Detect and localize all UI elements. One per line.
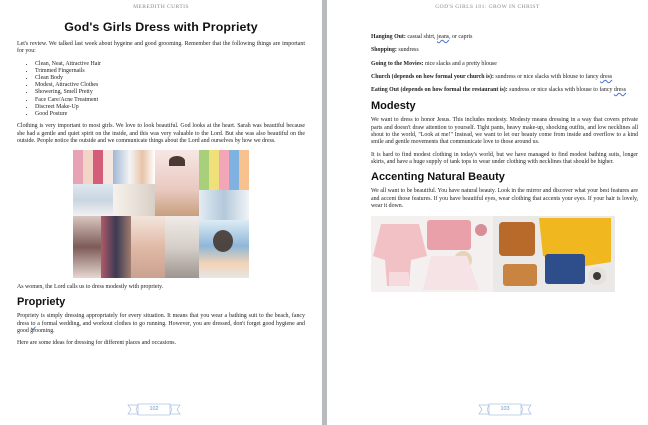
propriety-text: Propriety is simply dressing appropriately for every situation. It means that you wear a bathing suit to the beach, fancy dress — [17, 313, 305, 327]
fashion-collage-image — [73, 150, 249, 278]
list-item: • Face Care/Acne Treatment — [35, 97, 305, 104]
idea-text: sundress or nice slacks with blouse to fancy — [493, 73, 601, 80]
beauty-heading: Accenting Natural Beauty — [371, 171, 505, 184]
list-item: • Showering, Smell Pretty — [35, 89, 305, 96]
yellow-outfit-image — [493, 216, 615, 292]
idea-label: Shopping: — [371, 47, 397, 54]
page-right — [327, 0, 648, 425]
page-number: 103 — [500, 405, 510, 412]
propriety-heading: Propriety — [17, 296, 66, 309]
modesty-paragraph-2: It is hard to find modest clothing in today's world, but we have managed to find modest bathing suits, longer skirts, and have a huge supply of tank tops to wear under clothing with necklines that should be higher. — [371, 151, 638, 165]
idea-movies — [371, 61, 638, 68]
idea-text: sundress — [396, 47, 419, 54]
spellcheck-word[interactable]: dress — [600, 73, 613, 80]
idea-label: Church (depends on how formal your church is): — [371, 73, 494, 80]
intro-paragraph: Let's review. We talked last week about hygeine and good grooming. Remember that the following things are important for you: — [17, 41, 305, 55]
idea-label: Hanging Out: — [371, 34, 406, 40]
spellcheck-word[interactable]: to — [30, 320, 36, 327]
running-head: MEREDITH CURTIS — [133, 4, 189, 10]
list-item: • Clean Body — [35, 75, 305, 82]
photo-row — [371, 216, 615, 292]
pink-outfit-image — [371, 216, 493, 292]
spellcheck-word[interactable]: jeans — [436, 34, 450, 40]
idea-text: , or capris — [449, 34, 473, 40]
idea-hanging-out — [371, 34, 638, 41]
list-item: • Good Posture — [35, 111, 305, 118]
idea-text: nice slacks and a pretty blouse — [423, 60, 497, 67]
page-number-badge — [126, 403, 182, 416]
idea-text: casual shirt, — [405, 34, 437, 40]
page-left — [0, 0, 322, 425]
idea-church — [371, 74, 638, 81]
page-number: 102 — [149, 405, 159, 412]
idea-text: sundress or nice slacks with blouse to fancy — [507, 87, 614, 94]
idea-label: Going to the Movies: — [371, 60, 424, 67]
modesty-paragraph-1: We want to dress to honor Jesus. This includes modesty. Modesty means dressing in a way that covers private parts and doesn't draw attention to yourself. Tight pants, heavy make-up, shocking outfits, and low necklines all shout to the world, "Look at me!" Instead, we want to let our beauty come from inside and overflow to a kind smile and gentle movements that communicate love to those around us. — [371, 117, 638, 146]
list-item: • Discreet Make-Up — [35, 104, 305, 111]
modesty-heading: Modesty — [371, 100, 416, 113]
idea-eating-out — [371, 87, 638, 94]
idea-shopping — [371, 47, 638, 54]
list-item: • Modest, Attractive Clothes — [35, 82, 305, 89]
after-image-paragraph: As women, the Lord calls us to dress modestly with propriety. — [17, 284, 164, 291]
page-content — [371, 34, 638, 292]
propriety-text: a formal wedding, and workout clothes to go running. However, you are dressed, don't forget good hygiene and good grooming. — [17, 320, 305, 334]
ideas-intro-paragraph: Here are some ideas for dressing for different places and occasions. — [17, 340, 177, 347]
running-head: GOD'S GIRLS 101: GROW IN CHRIST — [435, 4, 540, 10]
spellcheck-word[interactable]: dress — [613, 87, 626, 94]
beauty-paragraph: We all want to be beautiful. You have natural beauty. Look in the mirror and discover what your best features are and accent those features. If you have beautiful eyes, wear clothing that accents your eyes. If your hair is lovely, wear it down. — [371, 188, 638, 209]
idea-label: Eating Out (depends on how formal the restaurant is): — [371, 87, 508, 94]
dressing-ideas — [371, 34, 638, 94]
page-content — [17, 20, 305, 353]
grooming-list — [17, 61, 305, 119]
page-title: God's Girls Dress with Propriety — [64, 20, 258, 34]
page-number-badge — [477, 403, 533, 416]
list-item: • Clean, Neat, Attractive Hair — [35, 61, 305, 68]
list-item: • Trimmed Fingernails — [35, 68, 305, 75]
clothing-paragraph: Clothing is very important to most girls. We love to look beautiful. God looks at the heart. Sarah was beautiful because she had a gentle and quiet spirit on the inside, and this was very valuable to the Lord. But she was also beautiful on the outside. People notice the outside and we communicate things about the Lord and ourselves by how we dress. — [17, 123, 305, 144]
propriety-paragraph — [17, 313, 305, 335]
